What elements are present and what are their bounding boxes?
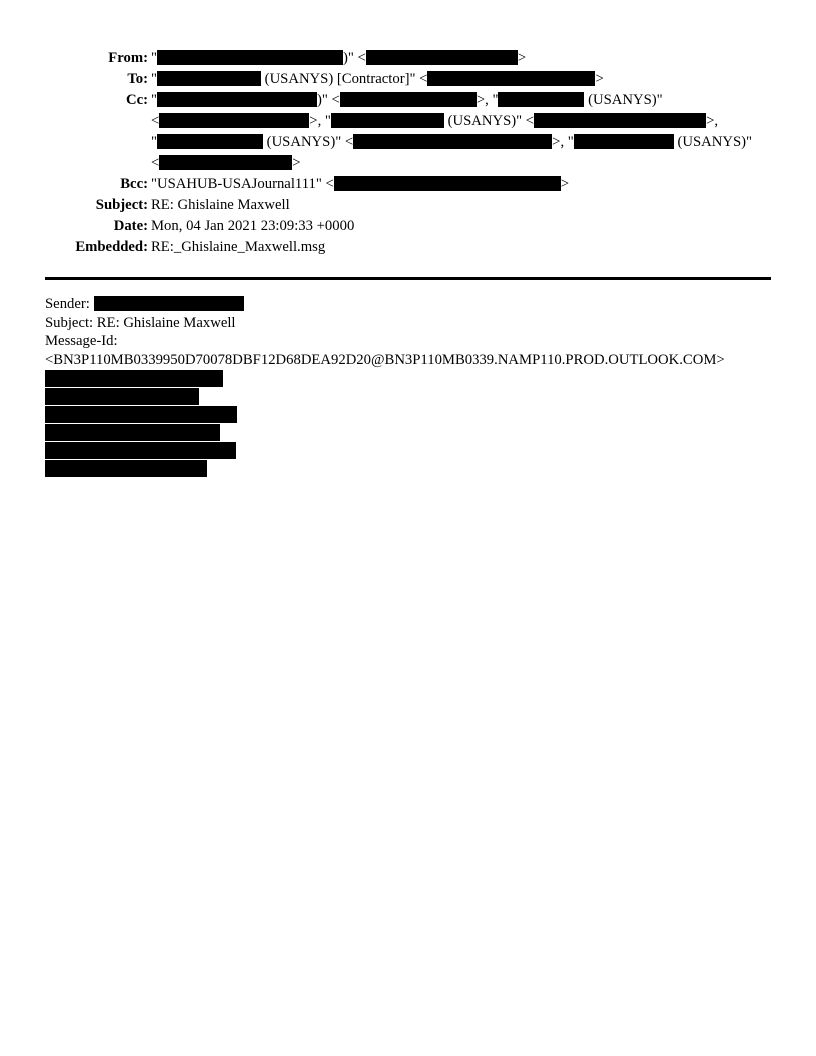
header-field-label: Date:: [113, 218, 148, 234]
redaction-box: [157, 50, 343, 66]
header-text-segment: (USANYS)": [584, 92, 663, 108]
redaction-bar: [45, 406, 237, 423]
redaction-box: [159, 155, 292, 171]
redaction-box: [340, 92, 477, 108]
header-field-value: [151, 48, 816, 69]
header-text-segment: "USAHUB-USAJournal111" <: [151, 176, 334, 192]
detail-line: [45, 295, 767, 314]
redaction-box: [427, 71, 595, 87]
header-text-segment: (USANYS)": [673, 134, 753, 150]
header-text-segment: ": [151, 71, 157, 87]
header-value-line: [151, 195, 816, 216]
header-text-segment: ": [151, 92, 157, 108]
header-text-segment: ": [151, 134, 157, 150]
redaction-bar: [45, 442, 236, 459]
redaction-bar: [45, 460, 207, 477]
header-value-line: [151, 90, 816, 111]
redaction-box: [157, 92, 317, 108]
header-text-segment: RE:_Ghislaine_Maxwell.msg: [151, 239, 326, 255]
header-text-segment: <: [151, 155, 160, 171]
redaction-box: [366, 50, 518, 66]
header-field-row: [0, 237, 816, 258]
header-field-value: [151, 195, 816, 216]
header-text-segment: (USANYS)" <: [263, 134, 354, 150]
header-value-line: [151, 69, 816, 90]
header-text-segment: >, ": [309, 113, 331, 129]
header-field-label: Subject:: [95, 197, 148, 213]
redaction-box: [534, 113, 706, 129]
header-field-row: [0, 48, 816, 69]
header-text-segment: ": [151, 50, 157, 66]
header-field-label: Bcc:: [120, 176, 148, 192]
header-text-segment: >: [595, 71, 604, 87]
redaction-box: [159, 113, 309, 129]
header-text-segment: RE: Ghislaine Maxwell: [151, 197, 290, 213]
header-field-value: [151, 69, 816, 90]
header-text-segment: >: [560, 176, 570, 192]
header-text-segment: >: [292, 155, 301, 171]
header-text-segment: Sender:: [45, 296, 94, 312]
header-value-line: [151, 48, 816, 69]
header-text-segment: (USANYS) [Contractor]" <: [261, 71, 428, 87]
redaction-box: [574, 134, 674, 150]
redaction-bar: [45, 370, 223, 387]
header-value-line: [151, 174, 816, 195]
header-divider-rule: [45, 277, 771, 280]
header-text-segment: <: [151, 113, 160, 129]
header-text-segment: (USANYS)" <: [443, 113, 535, 129]
header-text-segment: >, ": [552, 134, 574, 150]
header-field-value: [151, 216, 816, 237]
redaction-bar: [45, 424, 220, 441]
redaction-box: [498, 92, 584, 108]
redaction-bars-block: [45, 370, 767, 477]
header-field-row: [0, 216, 816, 237]
detail-line: [45, 332, 767, 351]
header-field-label: Embedded:: [75, 239, 148, 255]
header-field-label: From:: [108, 50, 148, 66]
header-field-label: Cc:: [125, 92, 148, 108]
header-text-segment: <BN3P110MB0339950D70078DBF12D68DEA92D20@BN3P110MB0339.NAMP110.PROD.OUTLOOK.COM>: [45, 351, 725, 368]
header-field-row: [0, 90, 816, 174]
header-text-segment: >: [517, 50, 527, 66]
header-text-segment: Mon, 04 Jan 2021 23:09:33 +0000: [151, 218, 355, 234]
redaction-box: [94, 296, 244, 312]
header-value-line: [151, 216, 816, 237]
header-field-row: [0, 195, 816, 216]
header-text-segment: >, ": [476, 92, 499, 108]
redaction-box: [157, 134, 263, 150]
detail-line: [45, 351, 767, 370]
header-text-segment: Message-Id:: [45, 333, 118, 349]
header-text-segment: )" <: [317, 92, 340, 108]
header-text-segment: >,: [706, 113, 719, 129]
redaction-box: [331, 113, 444, 129]
redaction-box: [353, 134, 552, 150]
redaction-box: [334, 176, 561, 192]
header-field-row: [0, 69, 816, 90]
header-value-line: [151, 111, 816, 132]
header-value-line: [151, 237, 816, 258]
header-field-value: [151, 237, 816, 258]
redaction-bar: [45, 388, 199, 405]
header-field-value: [151, 90, 816, 174]
detail-line: [45, 314, 767, 333]
email-details-block: [45, 295, 767, 477]
header-field-label: To:: [127, 71, 148, 87]
header-text-segment: )" <: [343, 50, 366, 66]
header-field-value: [151, 174, 816, 195]
email-header-block: [0, 0, 816, 258]
header-text-segment: Subject: RE: Ghislaine Maxwell: [45, 314, 236, 331]
header-value-line: [151, 153, 816, 174]
redaction-box: [157, 71, 261, 87]
header-value-line: [151, 132, 816, 153]
header-field-row: [0, 174, 816, 195]
